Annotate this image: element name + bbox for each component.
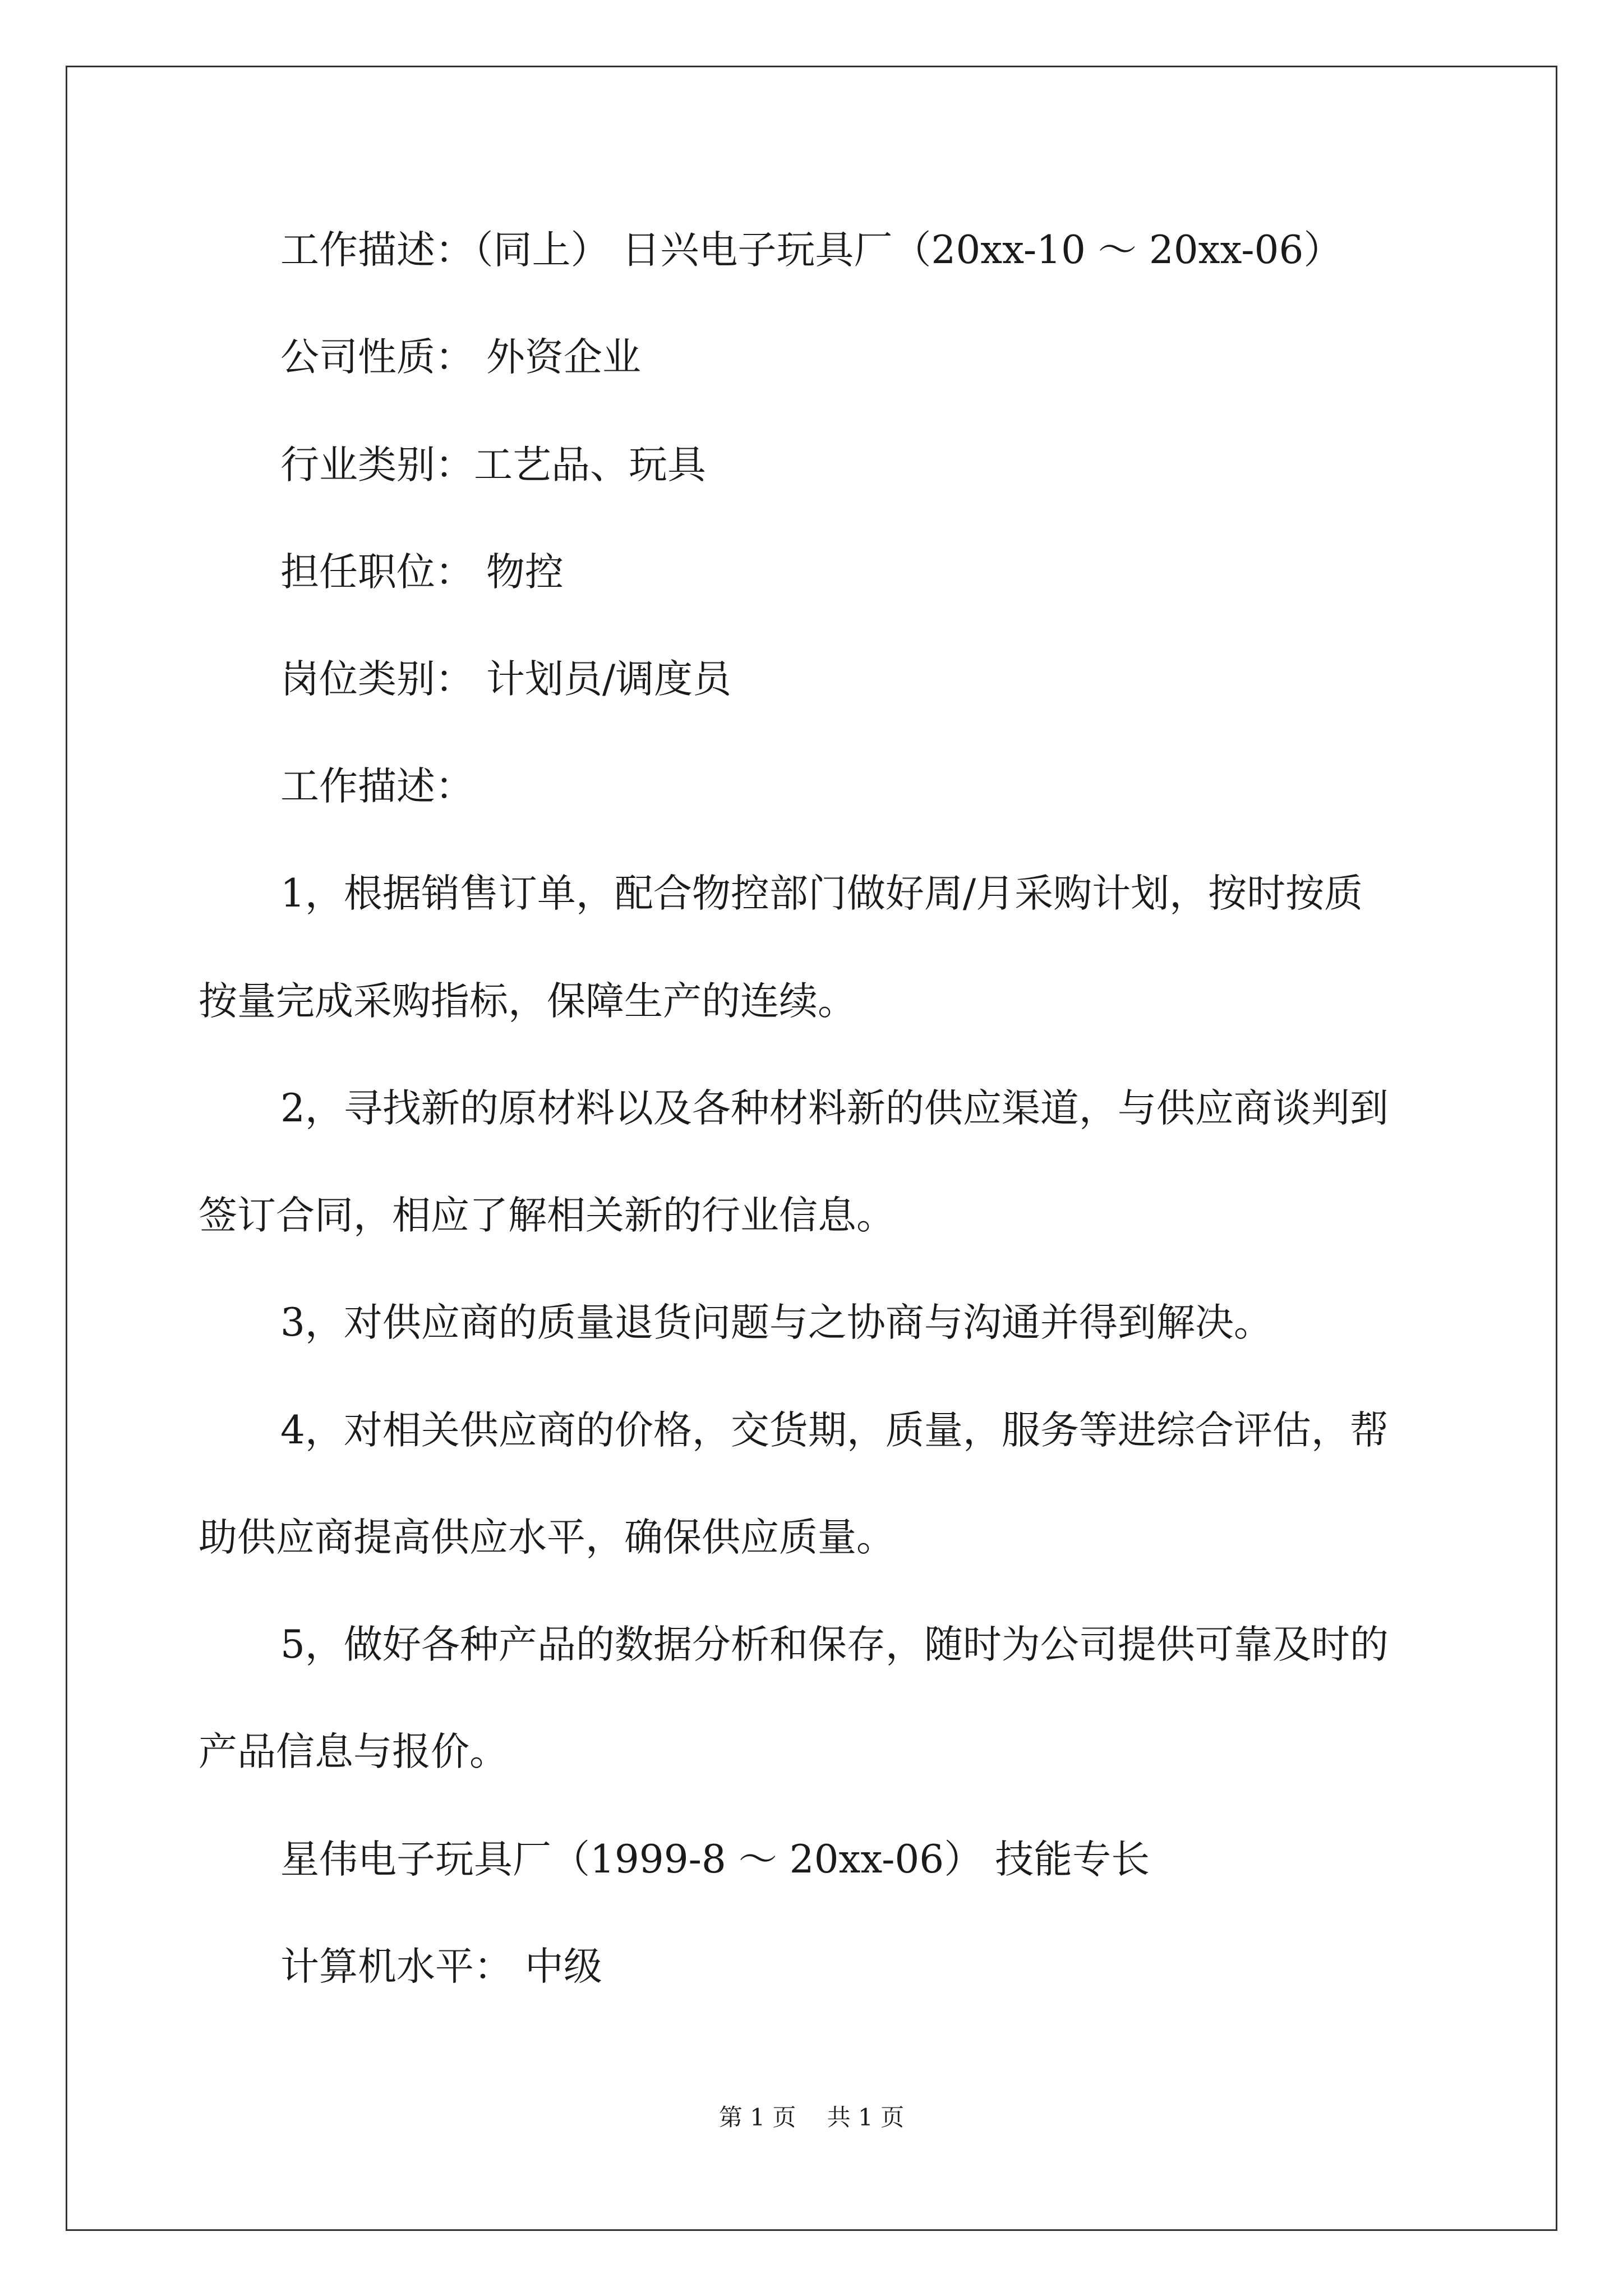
text-line-work-description-heading: 工作描述：（同上） 日兴电子玩具厂（20xx-10 ～ 20xx-06） (280, 228, 1343, 273)
text-line-item-4-part-2: 助供应商提高供应水平，确保供应质量。 (199, 1515, 895, 1560)
text-line-item-1-part-2: 按量完成采购指标，保障生产的连续。 (199, 979, 856, 1024)
text-line-work-description-label: 工作描述： (280, 764, 474, 809)
text-line-item-4-part-1: 4，对相关供应商的价格，交货期，质量，服务等进综合评估，帮 (280, 1408, 1389, 1453)
text-line-position: 担任职位： 物控 (280, 550, 564, 595)
text-line-job-category: 岗位类别： 计划员/调度员 (280, 657, 732, 702)
text-line-industry-category: 行业类别：工艺品、玩具 (280, 443, 706, 487)
page-border (66, 66, 1557, 2231)
text-line-item-2-part-2: 签订合同，相应了解相关新的行业信息。 (199, 1193, 895, 1238)
text-line-item-2-part-1: 2，寻找新的原材料以及各种材料新的供应渠道，与供应商谈判到 (280, 1086, 1389, 1131)
text-line-item-5-part-2: 产品信息与报价。 (199, 1729, 508, 1774)
text-line-company-nature: 公司性质： 外资企业 (280, 335, 641, 380)
text-line-item-1-part-1: 1，根据销售订单，配合物控部门做好周/月采购计划，按时按质 (280, 871, 1363, 916)
page-footer: 第 1 页 共 1 页 (718, 2104, 905, 2131)
text-line-item-5-part-1: 5，做好各种产品的数据分析和保存，随时为公司提供可靠及时的 (280, 1622, 1389, 1667)
text-line-item-3: 3，对供应商的质量退货问题与之协商与沟通并得到解决。 (280, 1300, 1272, 1345)
text-line-second-employer: 星伟电子玩具厂（1999-8 ～ 20xx-06） 技能专长 (280, 1837, 1150, 1882)
text-line-computer-level: 计算机水平： 中级 (280, 1944, 602, 1989)
